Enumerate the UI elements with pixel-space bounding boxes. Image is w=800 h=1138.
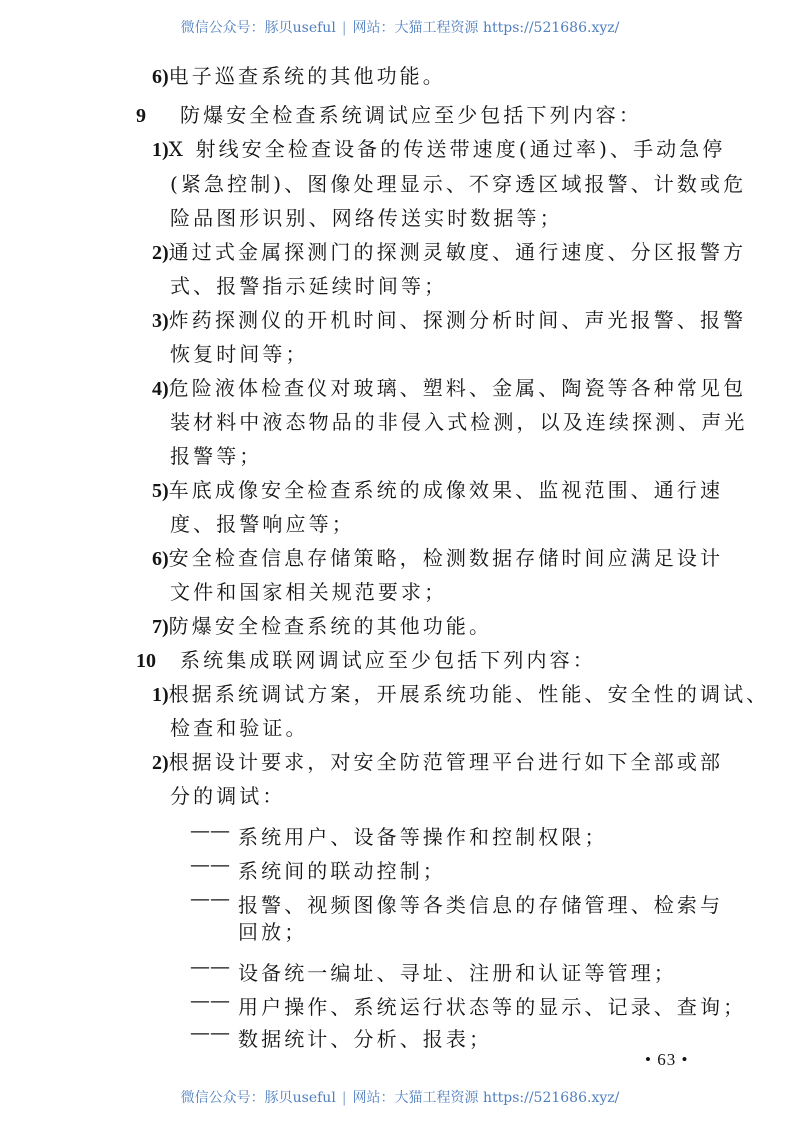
list-item	[152, 306, 746, 335]
item-continuation: 报警等；	[170, 444, 263, 468]
watermark-separator: |	[341, 20, 347, 36]
list-item	[152, 476, 723, 505]
item-number: 2)	[152, 242, 169, 264]
watermark-site: 网站：大猫工程资源 https://521686.xyz/	[352, 20, 620, 36]
dash-list-item	[190, 850, 446, 885]
item-text: 安全检查信息存储策略，检测数据存储时间应满足设计	[168, 546, 724, 570]
item-text: 根据系统调试方案，开展系统功能、性能、安全性的调试、	[168, 682, 770, 706]
list-item	[152, 680, 769, 709]
item-text: 通过式金属探测门的探测灵敏度、通行速度、分区报警方	[168, 240, 747, 264]
item-continuation: 度、报警响应等；	[170, 512, 355, 536]
item-number: 3)	[152, 310, 169, 332]
item-text: 根据设计要求，对安全防范管理平台进行如下全部或部	[168, 750, 724, 774]
item-text: 炸药探测仪的开机时间、探测分析时间、声光报警、报警	[168, 308, 747, 332]
item-number: 7)	[152, 616, 169, 638]
dash-marker: ——	[190, 988, 230, 1012]
item-text: 电子巡查系统的其他功能。	[168, 64, 446, 88]
item-continuation: 式、报警指示延续时间等；	[170, 274, 448, 298]
item-number: 4)	[152, 378, 169, 400]
clause-text: 系统集成联网调试应至少包括下列内容：	[180, 648, 596, 672]
clause-number: 10	[136, 650, 156, 672]
item-text: 危险液体检查仪对玻璃、塑料、金属、陶瓷等各种常见包	[168, 376, 747, 400]
item-text: 车底成像安全检查系统的成像效果、监视范围、通行速	[168, 478, 724, 502]
item-continuation: 装材料中液态物品的非侵入式检测，以及连续探测、声光	[170, 410, 748, 434]
list-item	[152, 238, 746, 267]
item-continuation: 分的调试：	[170, 784, 286, 808]
item-continuation: 险品图形识别、网络传送实时数据等；	[170, 206, 563, 230]
item-text: 系统间的联动控制；	[238, 859, 446, 883]
item-continuation: 文件和国家相关规范要求；	[170, 580, 448, 604]
item-number: 5)	[152, 480, 169, 502]
item-number: 6)	[152, 548, 169, 570]
dash-marker: ——	[190, 954, 230, 978]
watermark-header	[0, 17, 800, 37]
page-number: • 63 •	[645, 1050, 689, 1069]
list-item	[152, 135, 725, 164]
dash-list-item	[190, 884, 723, 919]
item-number: 6)	[152, 66, 169, 88]
list-item	[152, 748, 723, 777]
item-continuation: 检查和验证。	[170, 716, 309, 740]
watermark-site: 网站：大猫工程资源 https://521686.xyz/	[352, 1090, 620, 1106]
item-text: 用户操作、系统运行状态等的显示、记录、查询；	[238, 995, 747, 1019]
dash-marker: ——	[190, 852, 230, 876]
watermark-separator: |	[341, 1090, 347, 1106]
list-item	[152, 374, 746, 403]
clause-heading	[136, 646, 596, 675]
dash-marker: ——	[190, 818, 230, 842]
item-text: 设备统一编址、寻址、注册和认证等管理；	[238, 961, 677, 985]
list-item	[152, 62, 446, 91]
watermark-wechat: 微信公众号：豚贝useful	[180, 20, 336, 36]
clause-text: 防爆安全检查系统调试应至少包括下列内容：	[180, 103, 642, 127]
item-number: 1)	[152, 139, 169, 161]
watermark-footer	[0, 1087, 800, 1107]
item-text: 防爆安全检查系统的其他功能。	[168, 614, 493, 638]
item-continuation: 回放；	[238, 920, 308, 944]
item-number: 2)	[152, 752, 169, 774]
clause-heading	[136, 101, 642, 130]
dash-list-item	[190, 1018, 492, 1053]
dash-list-item	[190, 816, 608, 851]
dash-marker: ——	[190, 1020, 230, 1044]
dash-list-item	[190, 952, 677, 987]
item-text: 系统用户、设备等操作和控制权限；	[238, 825, 608, 849]
list-item	[152, 612, 492, 641]
item-continuation: (紧急控制)、图像处理显示、不穿透区域报警、计数或危	[170, 172, 747, 196]
item-text: X 射线安全检查设备的传送带速度(通过率)、手动急停	[168, 137, 726, 161]
item-text: 数据统计、分析、报表；	[238, 1027, 493, 1051]
list-item	[152, 544, 723, 573]
item-text: 报警、视频图像等各类信息的存储管理、检索与	[238, 893, 724, 917]
item-number: 1)	[152, 684, 169, 706]
item-continuation: 恢复时间等；	[170, 342, 309, 366]
dash-list-item	[190, 986, 746, 1021]
watermark-wechat: 微信公众号：豚贝useful	[180, 1090, 336, 1106]
dash-marker: ——	[190, 886, 230, 910]
clause-number: 9	[136, 105, 146, 127]
